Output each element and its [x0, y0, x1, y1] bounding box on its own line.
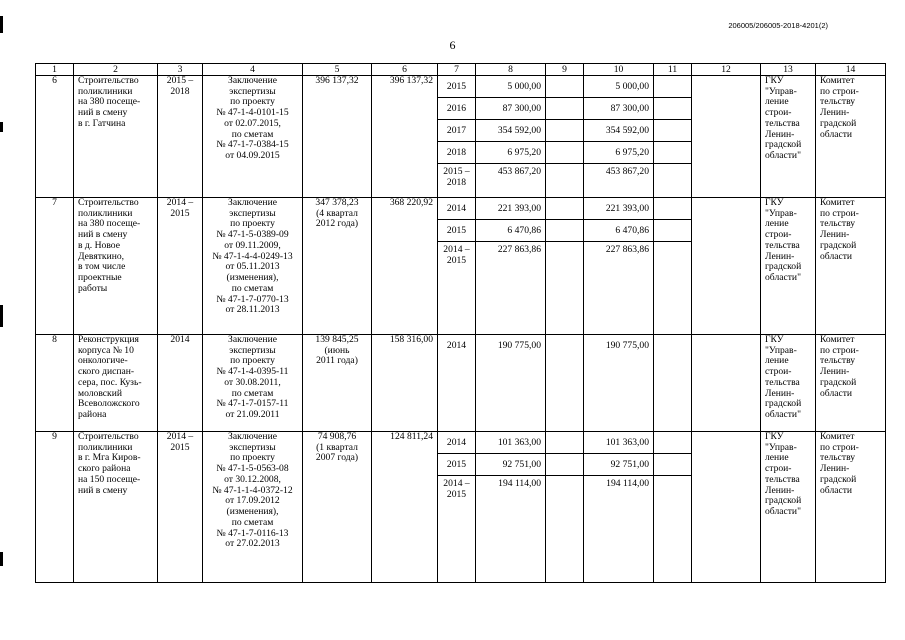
- regional-budget-subcell-group: [584, 432, 654, 583]
- committee-cell: Комитет по строи- тельству Ленин- градской области: [816, 76, 886, 198]
- funding-value: 6 975,20: [584, 142, 653, 164]
- column-number: 11: [654, 64, 692, 76]
- funding-value: 92 751,00: [476, 454, 545, 476]
- object-name-cell: Реконструкция корпуса № 10 онкологиче- ского диспан- сера, пос. Кузь- моловский Всеволожского района: [74, 335, 158, 432]
- funding-value: 101 363,00: [476, 432, 545, 454]
- funding-value: 190 775,00: [605, 340, 649, 351]
- empty-subcell: [546, 142, 583, 164]
- column-9-subcell-group: [546, 432, 584, 583]
- estimated-cost-cell: 396 137,32: [303, 76, 372, 198]
- funding-value: 101 363,00: [584, 432, 653, 454]
- column-11-subcell-group: [654, 198, 692, 335]
- empty-cell: [692, 432, 761, 583]
- empty-cell: [692, 335, 761, 432]
- empty-subcell: [546, 120, 583, 142]
- year-value: 2017: [438, 120, 475, 142]
- column-9-subcell-group: [546, 198, 584, 335]
- funding-value: 453 867,20: [605, 166, 649, 177]
- year-value: 2014: [438, 432, 475, 454]
- row-number-cell: 8: [36, 335, 74, 432]
- empty-subcell: [546, 242, 583, 267]
- page-number: 6: [449, 38, 456, 52]
- row-number-cell: 7: [36, 198, 74, 335]
- funding-value: 6 470,86: [584, 220, 653, 242]
- empty-subcell: [654, 335, 691, 356]
- period-cell: 2014: [158, 335, 203, 432]
- object-name-cell: Строительство поликлиники в г. Мга Киров- ского района на 150 посеще- ний в смену: [74, 432, 158, 583]
- empty-cell: [692, 198, 761, 335]
- funding-total-subcell-group: [476, 335, 546, 432]
- scan-edge-mark: [0, 552, 3, 566]
- empty-subcell: [546, 335, 583, 356]
- empty-subcell: [546, 476, 583, 501]
- column-number: 4: [203, 64, 303, 76]
- year-subcell-group: [438, 432, 476, 583]
- funding-total-subcell-group: [476, 198, 546, 335]
- customer-cell: ГКУ "Управ- ление строи- тельства Ленин- градской области": [761, 198, 816, 335]
- year-value: 2014: [446, 340, 467, 351]
- funding-value: 190 775,00: [497, 340, 541, 351]
- current-cost-cell: 158 316,00: [372, 335, 438, 432]
- table-row: [36, 432, 886, 583]
- empty-subcell: [546, 98, 583, 120]
- column-11-subcell-group: [654, 76, 692, 198]
- empty-subcell: [546, 432, 583, 454]
- column-11-subcell-group: [654, 432, 692, 583]
- period-cell: 2014 – 2015: [158, 198, 203, 335]
- row-number-cell: 9: [36, 432, 74, 583]
- scan-edge-mark: [0, 122, 3, 132]
- year-value: 2015: [438, 76, 475, 98]
- scan-edge-mark: [0, 305, 3, 327]
- column-number: 10: [584, 64, 654, 76]
- column-number: 9: [546, 64, 584, 76]
- empty-subcell: [654, 242, 691, 267]
- document-id: 206005/206005-2018-4201(2): [728, 21, 828, 30]
- empty-cell: [692, 76, 761, 198]
- empty-subcell: [654, 76, 691, 98]
- column-number: 13: [761, 64, 816, 76]
- committee-cell: Комитет по строи- тельству Ленин- градской области: [816, 335, 886, 432]
- expertise-cell: Заключение экспертизы по проекту № 47-1-5-0563-08 от 30.12.2008, № 47-1-1-4-0372-12 от 17.09.2012 (изменения), по сметам № 47-1-7-0116-13 от 27.02.2013: [203, 432, 303, 583]
- current-cost-cell: 396 137,32: [372, 76, 438, 198]
- column-number: 3: [158, 64, 203, 76]
- row-number-cell: 6: [36, 76, 74, 198]
- funding-value: 6 470,86: [476, 220, 545, 242]
- funding-value: 227 863,86: [605, 244, 649, 255]
- empty-subcell: [546, 76, 583, 98]
- funding-total-subcell-group: [476, 432, 546, 583]
- customer-cell: ГКУ "Управ- ление строи- тельства Ленин- градской области": [761, 76, 816, 198]
- expertise-cell: Заключение экспертизы по проекту № 47-1-5-0389-09 от 09.11.2009, № 47-1-4-4-0249-13 от 05.11.2013 (изменения), по сметам № 47-1-7-0770-13 от 28.11.2013: [203, 198, 303, 335]
- expertise-cell: Заключение экспертизы по проекту № 47-1-4-0101-15 от 02.07.2015, по сметам № 47-1-7-0384-15 от 04.09.2015: [203, 76, 303, 198]
- table-row: [36, 198, 886, 335]
- year-value: 2018: [438, 142, 475, 164]
- committee-cell: Комитет по строи- тельству Ленин- градской области: [816, 198, 886, 335]
- column-number: 2: [74, 64, 158, 76]
- period-cell: 2014 – 2015: [158, 432, 203, 583]
- current-cost-cell: 368 220,92: [372, 198, 438, 335]
- empty-subcell: [654, 432, 691, 454]
- column-number: 6: [372, 64, 438, 76]
- regional-budget-subcell-group: [584, 335, 654, 432]
- year-value: 2014 – 2015: [443, 478, 470, 500]
- funding-value: 92 751,00: [584, 454, 653, 476]
- column-number: 12: [692, 64, 761, 76]
- empty-subcell: [546, 164, 583, 189]
- period-cell: 2015 – 2018: [158, 76, 203, 198]
- empty-subcell: [654, 476, 691, 501]
- column-9-subcell-group: [546, 76, 584, 198]
- funding-value: 194 114,00: [498, 478, 541, 489]
- empty-subcell: [654, 142, 691, 164]
- committee-cell: Комитет по строи- тельству Ленин- градской области: [816, 432, 886, 583]
- table-row: [36, 335, 886, 432]
- funding-value: 87 300,00: [584, 98, 653, 120]
- empty-subcell: [654, 164, 691, 189]
- column-number: 5: [303, 64, 372, 76]
- year-value: 2014 – 2015: [443, 244, 470, 266]
- customer-cell: ГКУ "Управ- ление строи- тельства Ленин- градской области": [761, 335, 816, 432]
- estimated-cost-cell: 74 908,76 (1 квартал 2007 года): [303, 432, 372, 583]
- funding-value: 5 000,00: [584, 76, 653, 98]
- current-cost-cell: 124 811,24: [372, 432, 438, 583]
- column-9-subcell-group: [546, 335, 584, 432]
- column-11-subcell-group: [654, 335, 692, 432]
- empty-subcell: [654, 220, 691, 242]
- year-value: 2015: [438, 454, 475, 476]
- object-name-cell: Строительство поликлиники на 380 посеще- ний в смену в д. Новое Девяткино, в том числе проектные работы: [74, 198, 158, 335]
- year-subcell-group: [438, 76, 476, 198]
- funding-total-subcell-group: [476, 76, 546, 198]
- regional-budget-subcell-group: [584, 76, 654, 198]
- empty-subcell: [546, 454, 583, 476]
- empty-subcell: [654, 198, 691, 220]
- funding-value: 354 592,00: [476, 120, 545, 142]
- funding-value: 453 867,20: [497, 166, 541, 177]
- estimated-cost-cell: 347 378,23 (4 квартал 2012 года): [303, 198, 372, 335]
- column-number-row: [36, 64, 886, 76]
- funding-value: 221 393,00: [476, 198, 545, 220]
- year-value: 2016: [438, 98, 475, 120]
- column-number: 1: [36, 64, 74, 76]
- year-value: 2015: [438, 220, 475, 242]
- empty-subcell: [546, 198, 583, 220]
- object-name-cell: Строительство поликлиники на 380 посеще- ний в смену в г. Гатчина: [74, 76, 158, 198]
- column-number: 8: [476, 64, 546, 76]
- empty-subcell: [654, 454, 691, 476]
- table-row: [36, 76, 886, 198]
- funding-value: 221 393,00: [584, 198, 653, 220]
- empty-subcell: [654, 98, 691, 120]
- funding-value: 5 000,00: [476, 76, 545, 98]
- expertise-cell: Заключение экспертизы по проекту № 47-1-4-0395-11 от 30.08.2011, по сметам № 47-1-7-0157-11 от 21.09.2011: [203, 335, 303, 432]
- customer-cell: ГКУ "Управ- ление строи- тельства Ленин- градской области": [761, 432, 816, 583]
- scan-edge-mark: [0, 16, 3, 33]
- construction-objects-table: [35, 63, 886, 583]
- empty-subcell: [546, 220, 583, 242]
- estimated-cost-cell: 139 845,25 (июнь 2011 года): [303, 335, 372, 432]
- year-value: 2014: [438, 198, 475, 220]
- regional-budget-subcell-group: [584, 198, 654, 335]
- funding-value: 194 114,00: [606, 478, 649, 489]
- empty-subcell: [654, 120, 691, 142]
- year-subcell-group: [438, 198, 476, 335]
- column-number: 7: [438, 64, 476, 76]
- funding-value: 227 863,86: [497, 244, 541, 255]
- year-subcell-group: [438, 335, 476, 432]
- funding-value: 354 592,00: [584, 120, 653, 142]
- funding-value: 87 300,00: [476, 98, 545, 120]
- year-value: 2015 – 2018: [443, 166, 470, 188]
- funding-value: 6 975,20: [476, 142, 545, 164]
- column-number: 14: [816, 64, 886, 76]
